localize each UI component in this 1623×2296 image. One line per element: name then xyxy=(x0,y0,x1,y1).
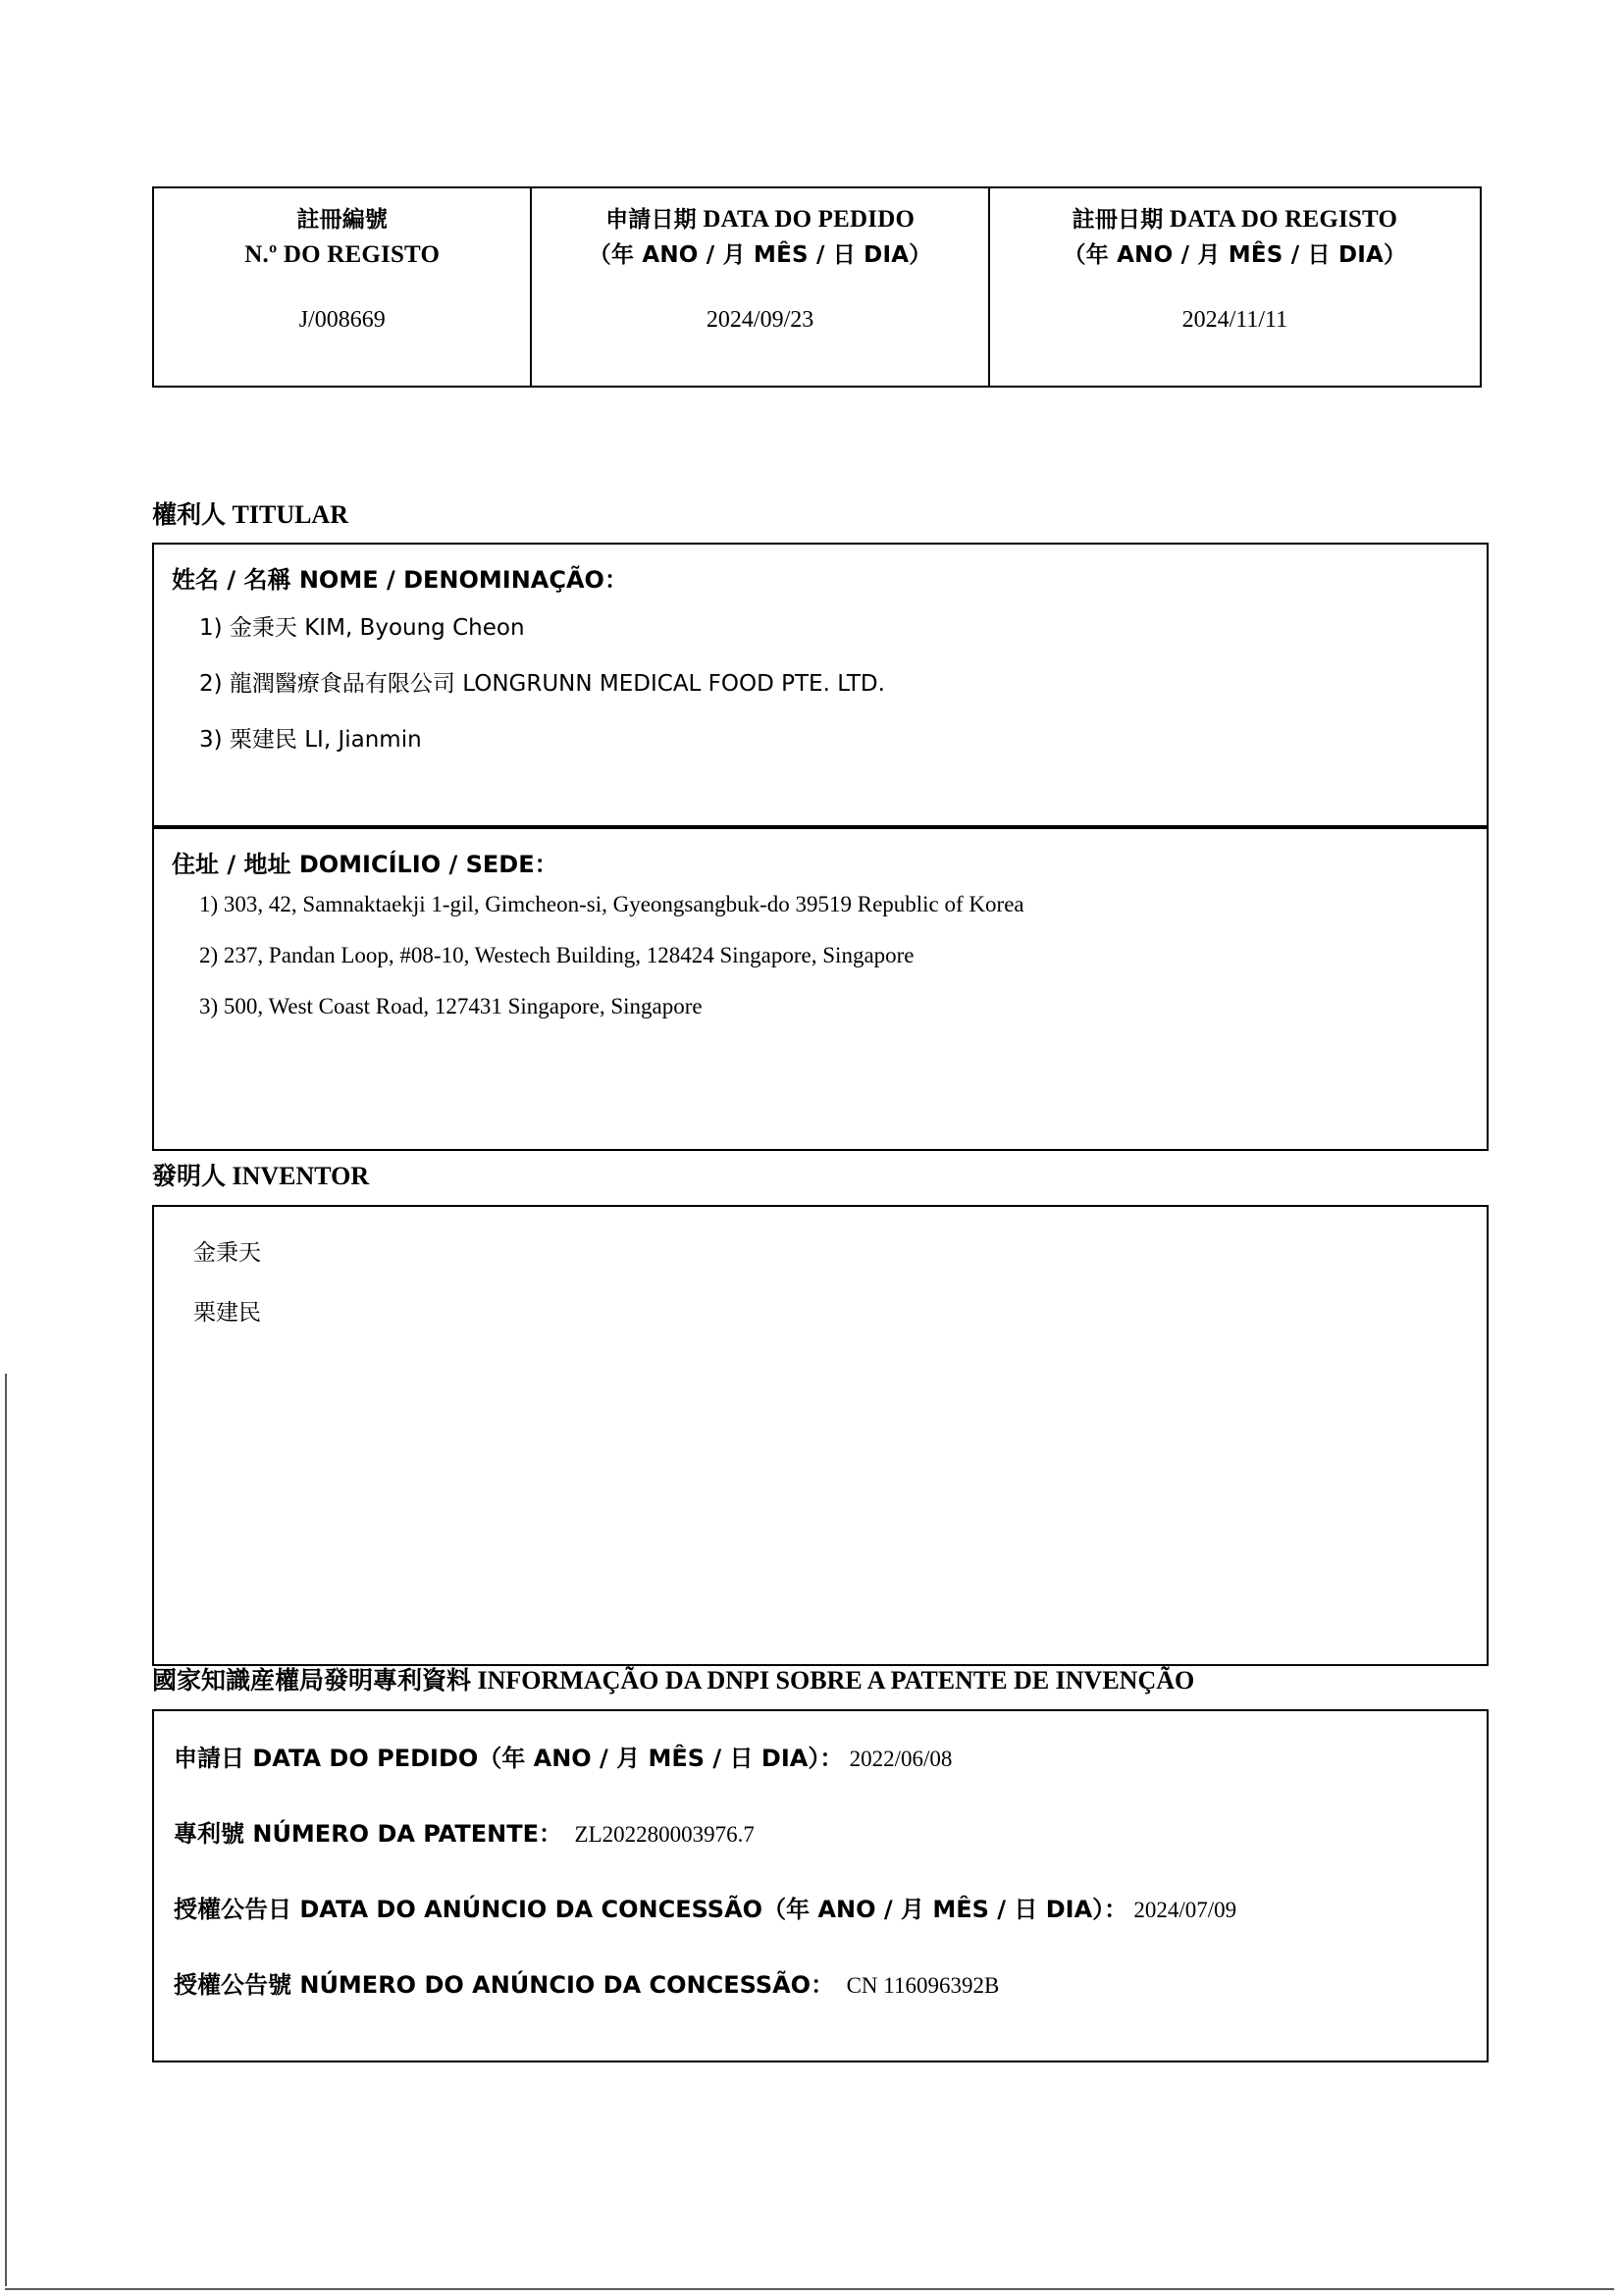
dnpi-patent-number-row: 專利號 NÚMERO DA PATENTE： ZL202280003976.7 xyxy=(174,1820,755,1848)
registration-number-value: J/008669 xyxy=(298,307,386,333)
inventor-box xyxy=(152,1205,1489,1666)
titular-address-box xyxy=(152,827,1489,1151)
titular-address-list xyxy=(199,892,1024,1045)
dnpi-section-caption: 國家知識産權局發明專利資料 INFORMAÇÃO DA DNPI SOBRE A PATENTE DE INVENÇÃO xyxy=(152,1666,1195,1695)
titular-name-label: 姓名 / 名稱 NOME / DENOMINAÇÃO： xyxy=(172,566,628,594)
list-item: 1) 303, 42, Samnaktaekji 1-gil, Gimcheon-si, Gyeongsangbuk-do 39519 Republic of Korea xyxy=(199,892,1024,916)
dnpi-application-date-row: 申請日 DATA DO PEDIDO（年 ANO / 月 MÊS / 日 DIA）： 2022/06/08 xyxy=(174,1745,953,1772)
registration-date-value: 2024/11/11 xyxy=(1181,307,1288,333)
inventor-section-caption: 發明人 INVENTOR xyxy=(152,1162,370,1190)
dnpi-grant-announcement-number-row: 授權公告號 NÚMERO DO ANÚNCIO DA CONCESSÃO： CN 116096392B xyxy=(174,1971,1000,1999)
list-item: 2) 龍潤醫療食品有限公司 LONGRUNN MEDICAL FOOD PTE. LTD. xyxy=(199,671,885,697)
registration-date-cell xyxy=(990,188,1480,386)
list-item: 2) 237, Pandan Loop, #08-10, Westech Building, 128424 Singapore, Singapore xyxy=(199,943,915,967)
dnpi-grant-announcement-date-value: 2024/07/09 xyxy=(1133,1898,1237,1922)
registration-header-table xyxy=(152,186,1482,388)
application-date-header: 申請日期 DATA DO PEDIDO xyxy=(605,206,916,233)
titular-section-caption: 權利人 TITULAR xyxy=(152,500,348,529)
titular-name-list xyxy=(199,609,885,777)
scan-artifact-left-edge xyxy=(5,1374,7,2286)
dnpi-grant-announcement-number-value: CN 116096392B xyxy=(846,1973,1000,1998)
dnpi-grant-announcement-date-row: 授權公告日 DATA DO ANÚNCIO DA CONCESSÃO（年 ANO / 月 MÊS / 日 DIA）： 2024/07/09 xyxy=(174,1896,1237,1923)
registration-number-header-cjk: 註冊編號 xyxy=(296,207,389,233)
application-date-cell xyxy=(532,188,989,386)
dnpi-row-list xyxy=(174,1739,1236,2041)
list-item: 栗建民 xyxy=(193,1300,261,1326)
registration-date-header: 註冊日期 DATA DO REGISTO xyxy=(1072,206,1398,233)
list-item: 3) 500, West Coast Road, 127431 Singapore, Singapore xyxy=(199,994,703,1018)
titular-name-box xyxy=(152,543,1489,827)
application-date-value: 2024/09/23 xyxy=(706,307,814,333)
registration-number-header-pt: N.º DO REGISTO xyxy=(244,240,441,268)
dnpi-application-date-value: 2022/06/08 xyxy=(849,1747,953,1771)
application-date-format: （年 ANO / 月 MÊS / 日 DIA） xyxy=(588,241,932,268)
dnpi-patent-number-value: ZL202280003976.7 xyxy=(574,1822,755,1847)
scan-artifact-bottom-edge xyxy=(5,2288,1614,2290)
inventor-name-list xyxy=(193,1234,261,1354)
list-item: 3) 栗建民 LI, Jianmin xyxy=(199,727,422,753)
list-item: 金秉天 xyxy=(193,1240,261,1266)
titular-address-label: 住址 / 地址 DOMICÍLIO / SEDE： xyxy=(172,851,558,878)
list-item: 1) 金秉天 KIM, Byoung Cheon xyxy=(199,615,525,641)
registration-date-format: （年 ANO / 月 MÊS / 日 DIA） xyxy=(1063,241,1407,268)
registration-number-cell xyxy=(154,188,532,386)
dnpi-box xyxy=(152,1709,1489,2062)
